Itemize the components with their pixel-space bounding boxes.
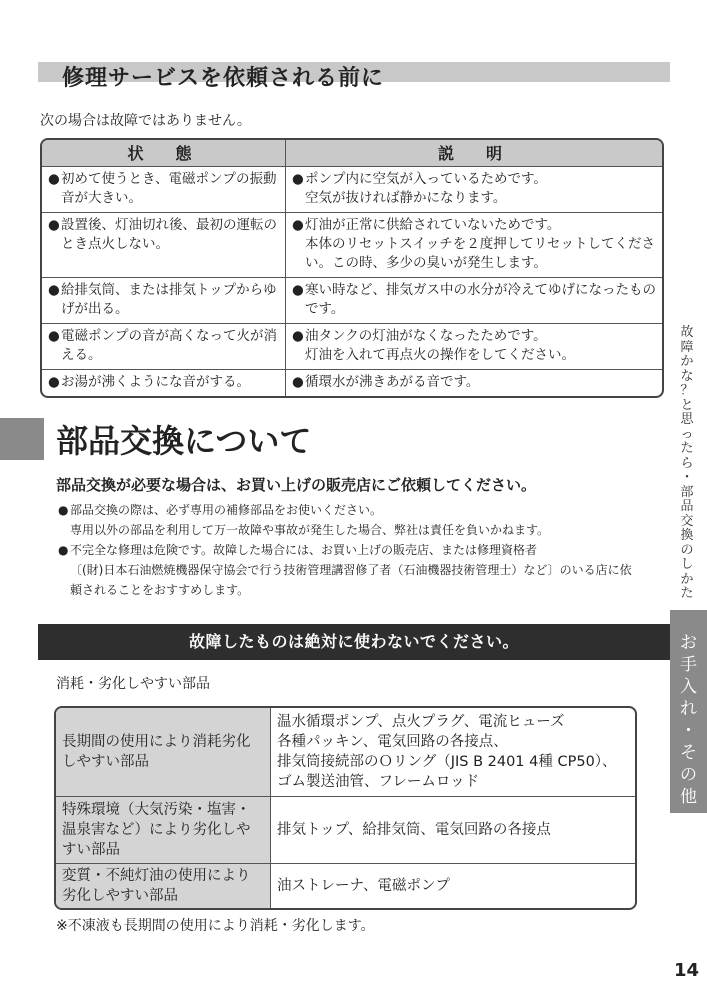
parts-cell: 温水循環ポンプ、点火プラグ、電流ヒューズ 各種パッキン、電気回路の各接点、 排気筒接続部のＯリング（JIS B 2401 4種 CP50）、 ゴム製送油管、フレームロッド xyxy=(277,714,617,790)
side-glyph: た xyxy=(680,441,694,456)
side-glyph: 障 xyxy=(680,339,694,355)
intro-text: 次の場合は故障ではありません。 xyxy=(40,113,251,129)
side-glyph: ・ xyxy=(680,470,694,485)
side-glyph: 思 xyxy=(680,412,694,427)
bullet-icon: ● xyxy=(48,328,60,344)
side-glyph: の xyxy=(680,765,697,785)
side-glyph: お xyxy=(680,633,697,653)
bullet-icon: ● xyxy=(48,171,60,187)
bullet-icon: ● xyxy=(292,171,304,187)
note-continuation: 専用以外の部品を利用して万一故障や事故が発生した場合、弊社は責任を負いかねます。 xyxy=(70,523,550,537)
side-glyph: か xyxy=(680,571,694,587)
header-description: 説 明 xyxy=(286,140,662,166)
table-row xyxy=(42,277,662,323)
parts-notes xyxy=(58,500,638,600)
table-row xyxy=(42,212,662,277)
state-cell: ●給排気筒、または排気トップからゆげが出る。 xyxy=(42,277,286,323)
bullet-icon: ● xyxy=(292,282,304,298)
table-row xyxy=(56,708,635,796)
table-row xyxy=(42,166,662,212)
table-row xyxy=(56,863,635,908)
parts-table xyxy=(54,706,637,910)
side-glyph: か xyxy=(680,354,694,369)
side-glyph: っ xyxy=(680,426,694,442)
side-glyph: れ xyxy=(680,699,697,719)
condition-cell: 特殊環境（大気汚染・塩害・温泉害など）により劣化しやすい部品 xyxy=(56,796,271,863)
side-glyph: 部 xyxy=(680,484,694,500)
side-glyph: ？ xyxy=(680,383,694,398)
condition-cell: 変質・不純灯油の使用により劣化しやすい部品 xyxy=(56,863,271,908)
table-row xyxy=(42,369,662,396)
troubleshooting-table xyxy=(40,138,664,398)
side-glyph: 手 xyxy=(680,655,697,675)
bullet-icon: ● xyxy=(292,374,304,390)
side-glyph: 故 xyxy=(680,325,694,340)
bullet-icon: ● xyxy=(48,282,60,298)
bullet-icon: ● xyxy=(48,217,60,233)
condition-cell: 長期間の使用により消耗劣化しやすい部品 xyxy=(56,708,271,796)
section-title: 修理サービスを依頼される前に xyxy=(62,66,385,91)
bullet-icon: ● xyxy=(48,374,60,390)
description-cell: ●灯油が正常に供給されていないためです。 本体のリセットスイッチを２度押してリセットしてください。この時、多少の臭いが発生します。 xyxy=(286,212,662,277)
description-cell: ●寒い時など、排気ガス中の水分が冷えてゆげになったものです。 xyxy=(286,277,662,323)
side-glyph: と xyxy=(680,397,694,413)
table-row xyxy=(56,796,635,863)
description-cell: ●ポンプ内に空気が入っているためです。 空気が抜ければ静かになります。 xyxy=(286,166,662,212)
header-state: 状 態 xyxy=(42,140,286,166)
side-glyph: そ xyxy=(680,743,697,763)
bullet-icon: ● xyxy=(58,503,69,517)
side-glyph: た xyxy=(680,586,694,601)
note-item: ● 不完全な修理は危険です。故障した場合には、お買い上げの販売店、または修理資格者 xyxy=(58,540,638,560)
chapter-side-label xyxy=(676,326,698,602)
side-glyph: 入 xyxy=(680,677,697,697)
side-glyph: の xyxy=(680,542,694,558)
parts-label: 消耗・劣化しやすい部品 xyxy=(56,676,210,692)
side-glyph: ら xyxy=(680,455,694,471)
side-glyph: 品 xyxy=(680,499,694,514)
side-glyph: 換 xyxy=(680,528,694,543)
description-cell: ●油タンクの灯油がなくなったためです。 灯油を入れて再点火の操作をしてください。 xyxy=(286,323,662,369)
note-item: ● 部品交換の際は、必ず専用の補修部品をお使いください。 xyxy=(58,500,638,520)
side-glyph: ・ xyxy=(680,721,697,741)
state-cell: ●初めて使うとき、電磁ポンプの振動音が大きい。 xyxy=(42,166,286,212)
section-tab-marker xyxy=(0,418,44,460)
state-cell: ●お湯が沸くようにな音がする。 xyxy=(42,369,286,396)
table-row xyxy=(42,323,662,369)
bullet-icon: ● xyxy=(292,217,304,233)
warning-banner: 故障したものは絶対に使わないでください。 xyxy=(38,624,670,660)
page-number: 14 xyxy=(674,960,700,981)
side-glyph: な xyxy=(680,368,694,384)
parts-cell: 油ストレーナ、電磁ポンプ xyxy=(271,863,635,908)
bullet-icon: ● xyxy=(292,328,304,344)
side-glyph: 他 xyxy=(680,787,697,807)
parts-section-title: 部品交換について xyxy=(56,422,312,460)
side-glyph: し xyxy=(680,557,694,572)
description-cell: ●循環水が沸きあがる音です。 xyxy=(286,369,662,396)
side-glyph: 交 xyxy=(680,513,694,529)
footnote: ※不凍液も長期間の使用により消耗・劣化します。 xyxy=(56,918,375,934)
chapter-side-tab xyxy=(670,610,707,813)
bullet-icon: ● xyxy=(58,543,69,557)
state-cell: ●設置後、灯油切れ後、最初の運転のとき点火しない。 xyxy=(42,212,286,277)
state-cell: ●電磁ポンプの音が高くなって火が消える。 xyxy=(42,323,286,369)
note-continuation: 〔(財)日本石油燃焼機器保守協会で行う技術管理講習修了者（石油機器技術管理士）など〕のいる店に依頼されることをおすすめします。 xyxy=(70,563,632,597)
parts-cell: 排気トップ、給排気筒、電気回路の各接点 xyxy=(271,796,635,863)
parts-section-subtitle: 部品交換が必要な場合は、お買い上げの販売店にご依頼してください。 xyxy=(56,476,537,494)
table-header-row xyxy=(42,140,662,166)
